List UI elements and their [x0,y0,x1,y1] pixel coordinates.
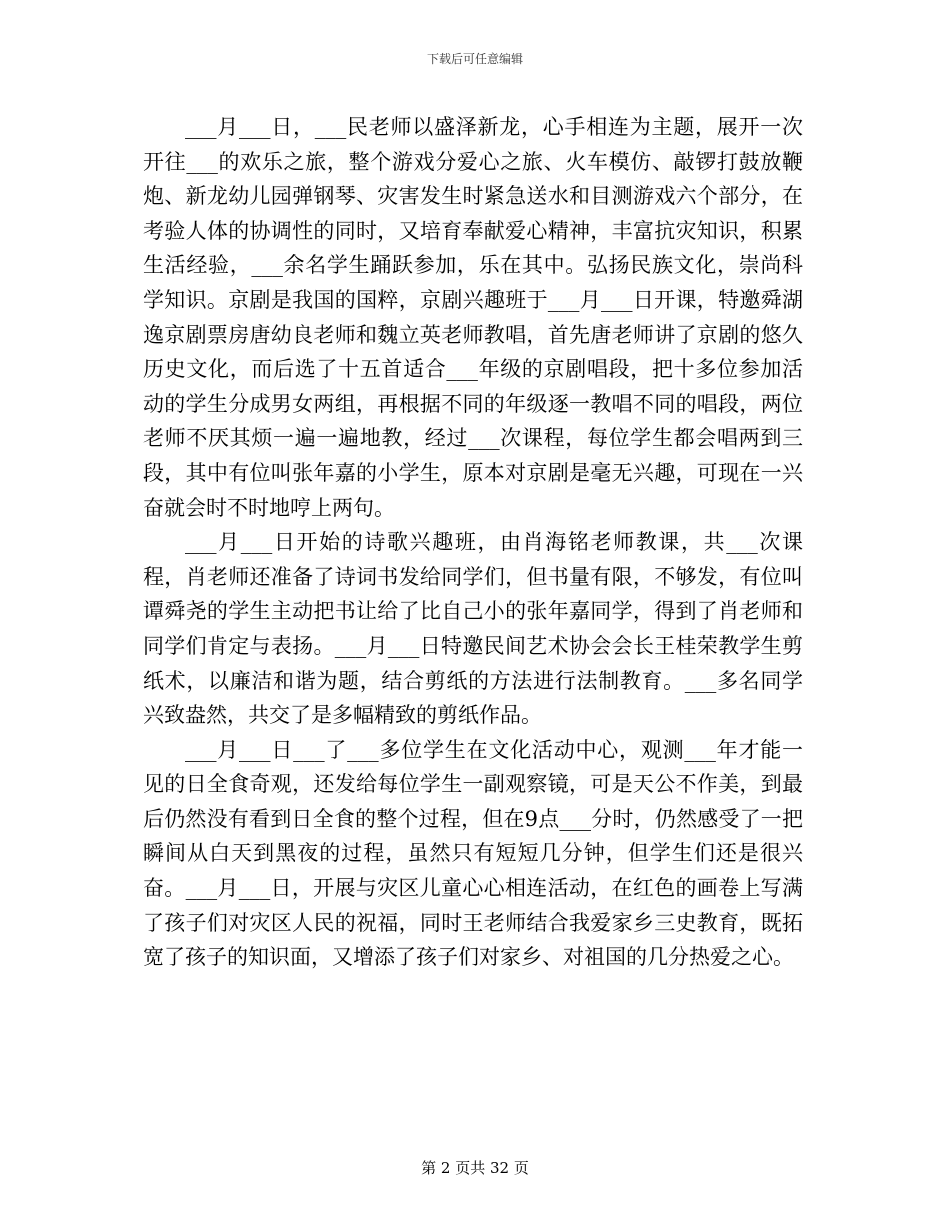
page-header: 下载后可任意编辑 [426,52,523,66]
document-body [143,110,803,975]
page-footer: 第 2 页共 32 页 [421,1159,529,1177]
paragraph-3: ___月___日___了___多位学生在文化活动中心，观测___年才能一见的日全食奇观，还发给每位学生一副观察镜，可是天公不作美，到最后仍然没有看到日全食的整个过程，但在9点___分时，仍然感受了一把瞬间从白天到黑夜的过程，虽然只有短短几分钟，但学生们还是很兴奋。___月___日，开展与灾区儿童心心相连活动，在红色的画卷上写满了孩子们对灾区人民的祝福，同时王老师结合我爱家乡三史教育，既拓宽了孩子的知识面，又增添了孩子们对家乡、对祖国的几分热爱之心。 [143,737,803,970]
paragraph-2: ___月___日开始的诗歌兴趣班，由肖海铭老师教课，共___次课程，肖老师还准备了诗词书发给同学们，但书量有限，不够发，有位叫谭舜尧的学生主动把书让给了比自己小的张年嘉同学，得到了肖老师和同学们肯定与表扬。___月___日特邀民间艺术协会会长王桂荣教学生剪纸术，以廉洁和谐为题，结合剪纸的方法进行法制教育。___多名同学兴致盎然，共交了是多幅精致的剪纸作品。 [143,530,803,728]
paragraph-1: ___月___日，___民老师以盛泽新龙，心手相连为主题，展开一次开往___的欢乐之旅，整个游戏分爱心之旅、火车模仿、敲锣打鼓放鞭炮、新龙幼儿园弹钢琴、灾害发生时紧急送水和目测游戏六个部分，在考验人体的协调性的同时，又培育奉献爱心精神，丰富抗灾知识，积累生活经验，___余名学生踊跃参加，乐在其中。弘扬民族文化，崇尚科学知识。京剧是我国的国粹，京剧兴趣班于___月___日开课，特邀舜湖逸京剧票房唐幼良老师和魏立英老师教唱，首先唐老师讲了京剧的悠久历史文化，而后选了十五首适合___年级的京剧唱段，把十多位参加活动的学生分成男女两组，再根据不同的年级逐一教唱不同的唱段，两位老师不厌其烦一遍一遍地教，经过___次课程，每位学生都会唱两到三段，其中有位叫张年嘉的小学生，原本对京剧是毫无兴趣，可现在一兴奋就会时不时地哼上两句。 [143,115,803,520]
